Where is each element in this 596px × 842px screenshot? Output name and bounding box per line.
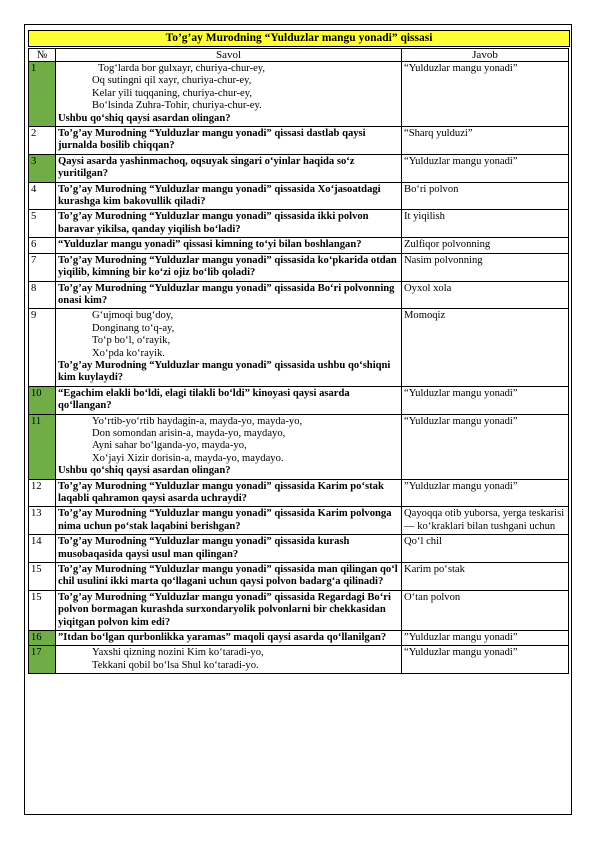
- question-text: To’g’ay Murodning “Yulduzlar mangu yonadi” qissasida ikki polvon baravar yikilsa, qanday yiqilish bo‘ladi?: [58, 211, 369, 235]
- row-number: 6: [29, 238, 56, 253]
- row-number: 8: [29, 281, 56, 309]
- question-cell: [56, 479, 402, 507]
- answer-cell: Qayoqqa otib yuborsa, yerga teskarisi — ko‘kraklari bilan tushgani uchun: [402, 507, 569, 535]
- question-cell: [56, 535, 402, 563]
- question-text: To’g’ay Murodning “Yulduzlar mangu yonadi” qissasida ushbu qo‘shiqni kim kuylaydi?: [58, 359, 391, 384]
- question-text: ”Itdan bo‘lgan qurbonlikka yaramas” maqoli qaysi asarda qo‘llanilgan?: [58, 632, 387, 644]
- answer-cell: “Yulduzlar mangu yonadi”: [402, 646, 569, 674]
- row-number: 16: [29, 631, 56, 646]
- verse-line: To‘p bo‘l, o‘rayik,: [92, 335, 171, 347]
- table-row: [29, 646, 569, 674]
- question-cell: [56, 309, 402, 386]
- row-number: 12: [29, 479, 56, 507]
- qa-table: [28, 48, 569, 674]
- question-cell: [56, 62, 402, 127]
- question-text: To’g’ay Murodning “Yulduzlar mangu yonadi” qissasida kurash musobaqasida qaysi usul man qilingan?: [58, 536, 350, 560]
- row-number: 13: [29, 507, 56, 535]
- verse-line: Ayni sahar bo‘lganda-yo, mayda-yo,: [92, 440, 247, 452]
- answer-cell: It yiqilish: [402, 210, 569, 238]
- question-text: “Yulduzlar mangu yonadi” qissasi kimning to‘yi bilan boshlangan?: [58, 239, 362, 251]
- verse-line: Bo‘lsinda Zuhra-Tohir, churiya-chur-ey.: [92, 100, 262, 112]
- answer-cell: Zulfiqor polvonning: [402, 238, 569, 253]
- answer-cell: “Yulduzlar mangu yonadi”: [402, 386, 569, 414]
- table-row: [29, 309, 569, 386]
- table-row: [29, 210, 569, 238]
- answer-cell: ”Yulduzlar mangu yonadi”: [402, 479, 569, 507]
- question-cell: [56, 182, 402, 210]
- verse-line: Xo‘pda ko‘rayik.: [92, 347, 165, 359]
- table-row: [29, 182, 569, 210]
- question-text: To’g’ay Murodning “Yulduzlar mangu yonadi” qissasida Karim po‘stak laqabli qahramon qaysi asarda uchraydi?: [58, 480, 384, 504]
- verse-line: Donginang to‘q-ay,: [92, 322, 175, 334]
- row-number: 10: [29, 386, 56, 414]
- row-number: 9: [29, 309, 56, 386]
- answer-cell: Oyxol xola: [402, 281, 569, 309]
- verse-line: Don somondan arisin-a, mayda-yo, maydayo,: [92, 427, 286, 439]
- answer-cell: “Yulduzlar mangu yonadi”: [402, 414, 569, 479]
- row-number: 3: [29, 154, 56, 182]
- table-row: [29, 154, 569, 182]
- table-row: [29, 631, 569, 646]
- question-text: “Egachim elakli bo‘ldi, elagi tilakli bo‘ldi” kinoyasi qaysi asarda qo‘llangan?: [58, 387, 350, 412]
- table-row: [29, 253, 569, 281]
- table-row: [29, 563, 569, 591]
- question-text: Ushbu qo‘shiq qaysi asardan olingan?: [58, 112, 231, 124]
- question-text: To’g’ay Murodning “Yulduzlar mangu yonadi” qissasida Karim polvonga nima uchun po‘stak laqabini berishgan?: [58, 508, 392, 532]
- table-row: [29, 590, 569, 630]
- row-number: 15: [29, 563, 56, 591]
- question-text: To’g’ay Murodning “Yulduzlar mangu yonadi” qissasida Xo‘jasoatdagi kurashga kim bakovullik qiladi?: [58, 183, 381, 208]
- question-cell: [56, 281, 402, 309]
- question-text: To’g’ay Murodning “Yulduzlar mangu yonadi” qissasi dastlab qaysi jurnalda bosilib chiqqan?: [58, 128, 366, 152]
- table-header-row: [29, 49, 569, 62]
- row-number: 7: [29, 253, 56, 281]
- answer-cell: Momoqiz: [402, 309, 569, 386]
- row-number: 11: [29, 414, 56, 479]
- question-cell: [56, 386, 402, 414]
- table-row: [29, 479, 569, 507]
- table-row: [29, 62, 569, 127]
- answer-cell: Bo‘ri polvon: [402, 182, 569, 210]
- verse-line: Oq sutingni qil xayr, churiya-chur-ey,: [92, 75, 252, 87]
- answer-cell: O‘tan polvon: [402, 590, 569, 630]
- question-cell: [56, 563, 402, 591]
- question-cell: [56, 590, 402, 630]
- question-cell: [56, 238, 402, 253]
- table-row: [29, 386, 569, 414]
- verse-line: Tog‘larda bor gulxayr, churiya-chur-ey,: [98, 63, 266, 74]
- table-row: [29, 281, 569, 309]
- header-number: №: [29, 49, 56, 62]
- table-row: [29, 414, 569, 479]
- answer-cell: Qo‘l chil: [402, 535, 569, 563]
- table-row: [29, 238, 569, 253]
- table-row: [29, 535, 569, 563]
- answer-cell: Nasim polvonning: [402, 253, 569, 281]
- question-text: To’g’ay Murodning “Yulduzlar mangu yonadi” qissasida Regardagi Bo‘ri polvon bormagan kurashda surxondaryolik polvonlarni bir chekkasidan yiqitgan polvon kim edi?: [58, 591, 391, 628]
- document-title: To’g’ay Murodning “Yulduzlar mangu yonadi” qissasi: [28, 30, 570, 47]
- verse-line: G‘ujmoqi bug‘doy,: [92, 310, 174, 322]
- row-number: 2: [29, 127, 56, 155]
- row-number: 4: [29, 182, 56, 210]
- verse-line: Kelar yili tuqqaning, churiya-chur-ey,: [92, 87, 253, 99]
- row-number: 15: [29, 590, 56, 630]
- question-cell: [56, 253, 402, 281]
- table-row: [29, 507, 569, 535]
- answer-cell: “Yulduzlar mangu yonadi”: [402, 62, 569, 127]
- question-cell: [56, 646, 402, 674]
- header-question: Savol: [56, 49, 402, 62]
- question-cell: [56, 127, 402, 155]
- row-number: 1: [29, 62, 56, 127]
- question-text: Qaysi asarda yashinmachoq, oqsuyak singari o‘yinlar haqida so‘z yuritilgan?: [58, 155, 355, 180]
- answer-cell: “Sharq yulduzi”: [402, 127, 569, 155]
- row-number: 17: [29, 646, 56, 674]
- question-cell: [56, 631, 402, 646]
- answer-cell: Karim po‘stak: [402, 563, 569, 591]
- question-cell: [56, 414, 402, 479]
- verse-line: Tekkani qobil bo‘lsa Shul ko‘taradi-yo.: [92, 659, 259, 671]
- answer-cell: ”Yulduzlar mangu yonadi”: [402, 631, 569, 646]
- question-cell: [56, 210, 402, 238]
- header-answer: Javob: [402, 49, 569, 62]
- answer-cell: “Yulduzlar mangu yonadi”: [402, 154, 569, 182]
- question-text: To’g’ay Murodning “Yulduzlar mangu yonadi” qissasida ko‘pkarida otdan yiqilib, kimning bir ko‘zi ojiz bo‘lib qoladi?: [58, 254, 397, 279]
- table-body: [29, 62, 569, 674]
- question-text: To’g’ay Murodning “Yulduzlar mangu yonadi” qissasida man qilingan qo‘l chil usulini ikki marta qo‘llagani uchun qaysi polvon badarg‘a qilinadi?: [58, 564, 398, 588]
- question-text: Ushbu qo‘shiq qaysi asardan olingan?: [58, 465, 231, 477]
- question-cell: [56, 154, 402, 182]
- row-number: 14: [29, 535, 56, 563]
- row-number: 5: [29, 210, 56, 238]
- verse-line: Xo‘jayi Xizir dorisin-a, mayda-yo, maydayo.: [92, 452, 284, 464]
- table-row: [29, 127, 569, 155]
- question-cell: [56, 507, 402, 535]
- verse-line: Yaxshi qizning nozini Kim ko‘taradi-yo,: [92, 647, 264, 659]
- verse-line: Yo‘rtib-yo‘rtib haydagin-a, mayda-yo, mayda-yo,: [92, 415, 303, 427]
- question-text: To’g’ay Murodning “Yulduzlar mangu yonadi” qissasida Bo‘ri polvonning onasi kim?: [58, 282, 395, 306]
